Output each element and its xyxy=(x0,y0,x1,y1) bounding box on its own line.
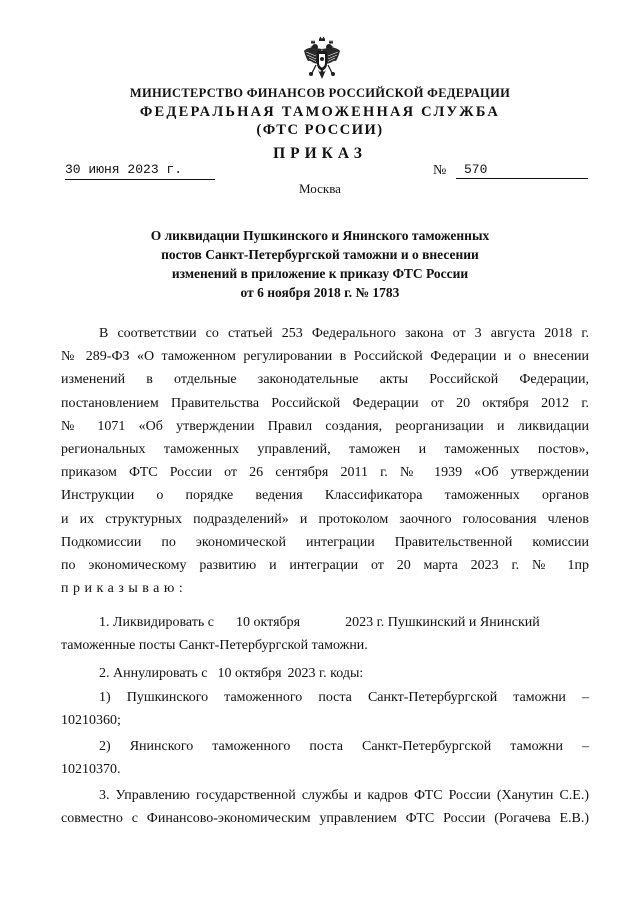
issue-city: Москва xyxy=(299,181,341,196)
subitem-1 xyxy=(61,686,589,732)
preamble-line: и их структурных подразделений» и протоколом заочного голосования членов xyxy=(61,511,589,527)
preamble-line: по экономическому развитию и интеграции от 20 марта 2023 г. № 1пр xyxy=(61,557,589,573)
item-2-date: 10 октября xyxy=(217,666,282,681)
number-sign: № xyxy=(433,163,447,178)
preamble-line: изменений в отдельные законодательные акты Российской Федерации, xyxy=(61,372,589,388)
item-1-line-1 xyxy=(61,611,589,634)
preamble-line: № 289-ФЗ «О таможенном регулировании в Российской Федерации и о внесении xyxy=(61,349,589,365)
item-2 xyxy=(61,662,589,685)
item-3 xyxy=(61,784,589,830)
title-line: О ликвидации Пушкинского и Янинского таможенных xyxy=(150,228,490,243)
order-date: 30 июня 2023 г. xyxy=(65,162,215,180)
item-3-line: совместно с Финансово-экономическим управлением ФТС России (Рогачева Е.В.) xyxy=(61,811,589,827)
item-1-rest: 2023 г. Пушкинский и Янинский xyxy=(345,615,540,630)
subitem-2-line-2: 10210370. xyxy=(61,762,121,778)
item-2-prefix: 2. Аннулировать с xyxy=(99,666,208,681)
item-2-line xyxy=(61,662,589,685)
item-2-rest: 2023 г. коды: xyxy=(287,666,364,681)
subitem-1-line-2: 10210360; xyxy=(61,713,121,729)
order-number: 570 xyxy=(456,162,588,179)
ministry-heading: МИНИСТЕРСТВО ФИНАНСОВ РОССИЙСКОЙ ФЕДЕРАЦИИ xyxy=(129,86,511,100)
item-1-prefix: 1. Ликвидировать с xyxy=(99,615,215,630)
preamble-line: Подкомиссии по экономической интеграции Правительственной комиссии xyxy=(61,534,589,550)
preamble-line: В соответствии со статьей 253 Федерального закона от 3 августа 2018 г. xyxy=(99,326,589,341)
title-line: изменений в приложение к приказу ФТС России xyxy=(171,266,469,281)
document-type-heading: ПРИКАЗ xyxy=(273,145,367,162)
preamble-line: № 1071 «Об утверждении Правил создания, реорганизации и ликвидации xyxy=(61,418,589,434)
double-headed-eagle-emblem-icon xyxy=(302,36,342,80)
order-title xyxy=(110,226,530,302)
item-3-line: 3. Управлению государственной службы и кадров ФТС России (Ханутин С.Е.) xyxy=(99,788,589,803)
title-line: постов Санкт-Петербургской таможни и о внесении xyxy=(161,247,479,262)
subitem-2 xyxy=(61,735,589,781)
preamble-paragraph xyxy=(61,322,589,600)
service-heading: ФЕДЕРАЛЬНАЯ ТАМОЖЕННАЯ СЛУЖБА xyxy=(139,104,501,120)
item-1 xyxy=(61,611,589,657)
order-word: приказываю: xyxy=(61,581,188,597)
title-line: от 6 ноября 2018 г. № 1783 xyxy=(240,285,400,300)
subitem-2-line-1: 2) Янинского таможенного поста Санкт-Петербургской таможни – xyxy=(99,739,589,754)
service-abbreviation: (ФТС РОССИИ) xyxy=(256,122,384,138)
subitem-1-line-1: 1) Пушкинского таможенного поста Санкт-Петербургской таможни – xyxy=(99,690,589,705)
preamble-line: Инструкции о порядке ведения Классификатора таможенных органов xyxy=(61,488,589,504)
preamble-line: региональных таможенных управлений, таможен и таможенных постов», xyxy=(61,441,589,457)
preamble-line: постановлением Правительства Российской Федерации от 20 октября 2012 г. xyxy=(61,395,589,411)
preamble-line: приказом ФТС России от 26 сентября 2011 г. № 1939 «Об утверждении xyxy=(61,465,589,481)
item-1-line-2: таможенные посты Санкт-Петербургской таможни. xyxy=(61,638,368,654)
item-1-date: 10 октября xyxy=(236,615,301,630)
